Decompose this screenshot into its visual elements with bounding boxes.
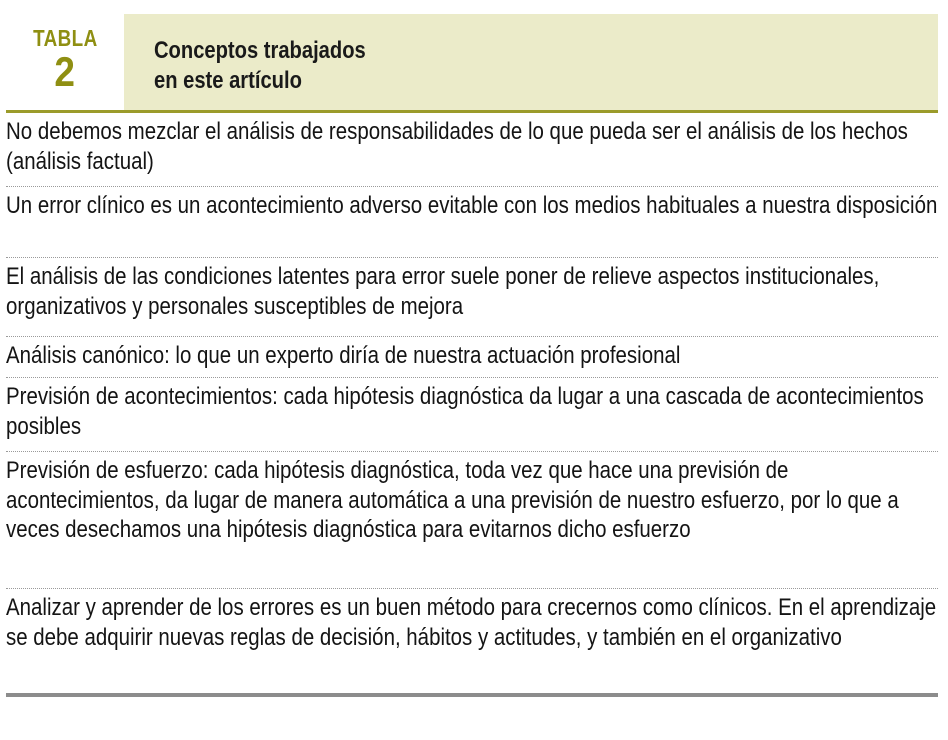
concepts-table xyxy=(6,14,938,697)
table-title-block xyxy=(124,14,938,110)
table-rows xyxy=(6,113,938,691)
table-label-word: TABLA xyxy=(32,25,98,51)
table-row xyxy=(6,589,938,691)
table-row-text: No debemos mezclar el análisis de responsabilidades de lo que pueda ser el análisis de los hechos (análisis factual) xyxy=(6,118,908,175)
table-header xyxy=(6,14,938,110)
table-title: Conceptos trabajados en este artículo xyxy=(154,37,366,94)
table-label xyxy=(6,14,124,110)
table-row xyxy=(6,378,938,452)
footer-divider xyxy=(6,693,938,697)
table-label-number: 2 xyxy=(54,48,76,95)
table-row xyxy=(6,113,938,187)
table-row-text: Previsión de esfuerzo: cada hipótesis diagnóstica, toda vez que hace una previsión de acontecimientos, da lugar de manera automática a una previsión de nuestro esfuerzo, por lo que a veces desechamos una hipótesis diagnóstica para evitarnos dicho esfuerzo xyxy=(6,457,899,543)
table-row-text: Analizar y aprender de los errores es un buen método para crecernos como clínicos. En el aprendizaje se debe adquirir nuevas reglas de decisión, hábitos y actitudes, y también en el organizativo xyxy=(6,594,937,651)
table-row xyxy=(6,452,938,589)
table-row xyxy=(6,337,938,378)
table-row-text: El análisis de las condiciones latentes para error suele poner de relieve aspectos institucionales, organizativos y personales susceptibles de mejora xyxy=(6,263,880,320)
table-row xyxy=(6,258,938,337)
table-row-text: Análisis canónico: lo que un experto diría de nuestra actuación profesional xyxy=(6,342,681,369)
table-row-text: Previsión de acontecimientos: cada hipótesis diagnóstica da lugar a una cascada de acontecimientos posibles xyxy=(6,383,924,440)
table-row xyxy=(6,187,938,258)
table-row-text: Un error clínico es un acontecimiento adverso evitable con los medios habituales a nuestra disposición xyxy=(6,192,938,219)
